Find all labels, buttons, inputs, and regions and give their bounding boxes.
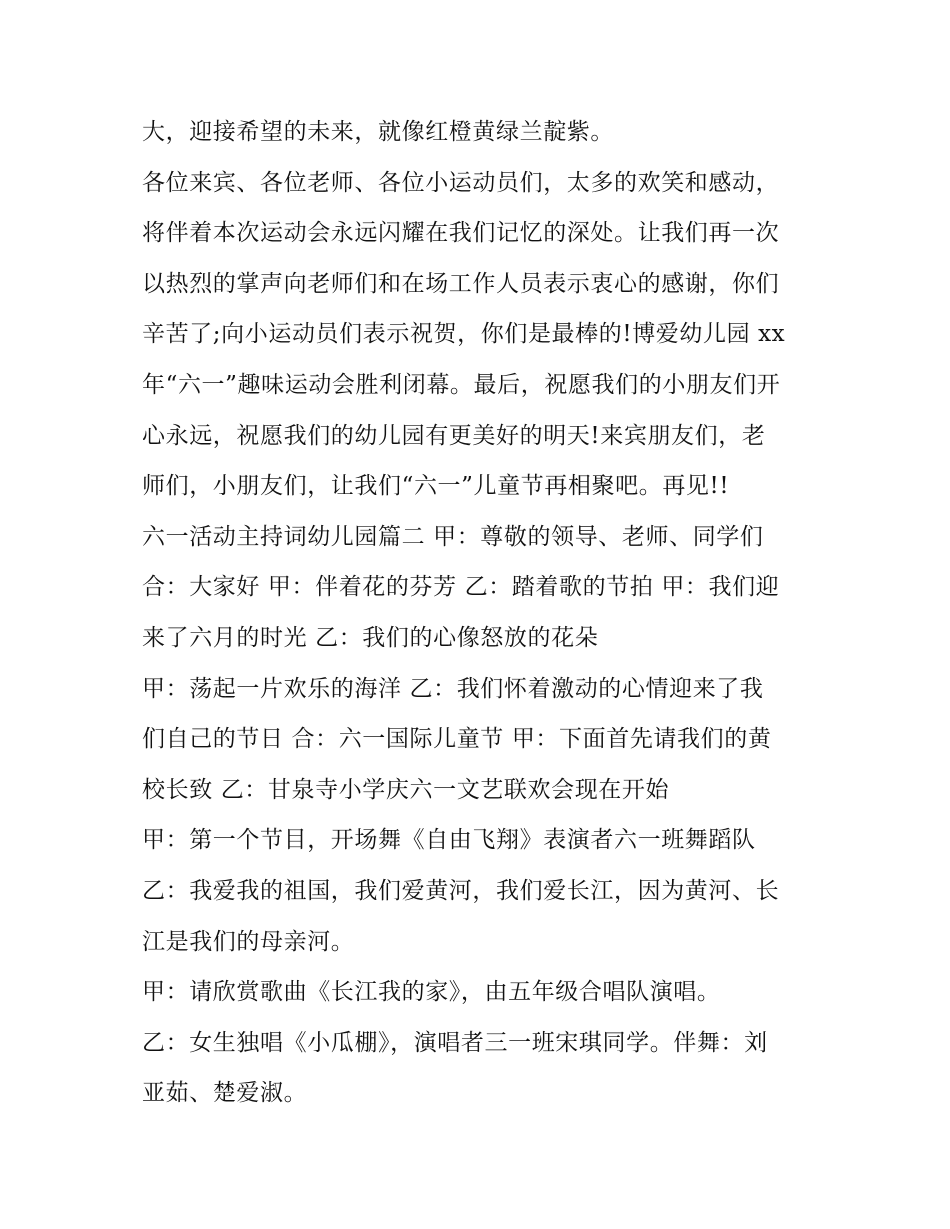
text-line: 甲：荡起一片欢乐的海洋 乙：我们怀着激动的心情迎来了我 bbox=[142, 675, 764, 702]
text-line: 乙：我爱我的祖国，我们爱黄河，我们爱长江，因为黄河、长 bbox=[142, 877, 780, 904]
text-line: 合：大家好 甲：伴着花的芬芳 乙：踏着歌的节拍 甲：我们迎 bbox=[142, 574, 780, 601]
text-line: 将伴着本次运动会永远闪耀在我们记忆的深处。让我们再一次 bbox=[142, 220, 780, 247]
text-line: 校长致 乙：甘泉寺小学庆六一文艺联欢会现在开始 bbox=[142, 776, 670, 803]
text-line: 六一活动主持词幼儿园篇二 甲：尊敬的领导、老师、同学们 bbox=[142, 523, 764, 550]
text-line: 年“六一”趣味运动会胜利闭幕。最后，祝愿我们的小朋友们开 bbox=[142, 371, 781, 398]
text-line: 乙：女生独唱《小瓜棚》，演唱者三一班宋琪同学。伴舞：刘 bbox=[142, 1029, 768, 1056]
text-line: 甲：请欣赏歌曲《长江我的家》，由五年级合唱队演唱。 bbox=[142, 979, 721, 1006]
document-body bbox=[142, 107, 822, 1119]
text-line: 甲：第一个节目，开场舞《自由飞翔》表演者六一班舞蹈队 bbox=[142, 827, 756, 854]
text-line: 心永远，祝愿我们的幼儿园有更美好的明天!来宾朋友们，老 bbox=[142, 422, 766, 449]
text-line: 大，迎接希望的未来，就像红橙黄绿兰靛紫。 bbox=[142, 119, 614, 145]
text-line: 以热烈的掌声向老师们和在场工作人员表示衷心的感谢，你们 bbox=[142, 270, 780, 297]
text-line: 各位来宾、各位老师、各位小运动员们，太多的欢笑和感动， bbox=[142, 169, 780, 196]
text-line: 辛苦了;向小运动员们表示祝贺，你们是最棒的!博爱幼儿园 xx bbox=[142, 321, 786, 348]
text-line: 亚茹、楚爱淑。 bbox=[142, 1080, 308, 1107]
text-line: 来了六月的时光 乙：我们的心像怒放的花朵 bbox=[142, 624, 599, 651]
text-line: 师们，小朋友们，让我们“六一”儿童节再相聚吧。再见!! bbox=[142, 473, 730, 500]
text-line: 们自己的节日 合：六一国际儿童节 甲：下面首先请我们的黄 bbox=[142, 726, 772, 753]
text-line: 江是我们的母亲河。 bbox=[142, 928, 355, 955]
